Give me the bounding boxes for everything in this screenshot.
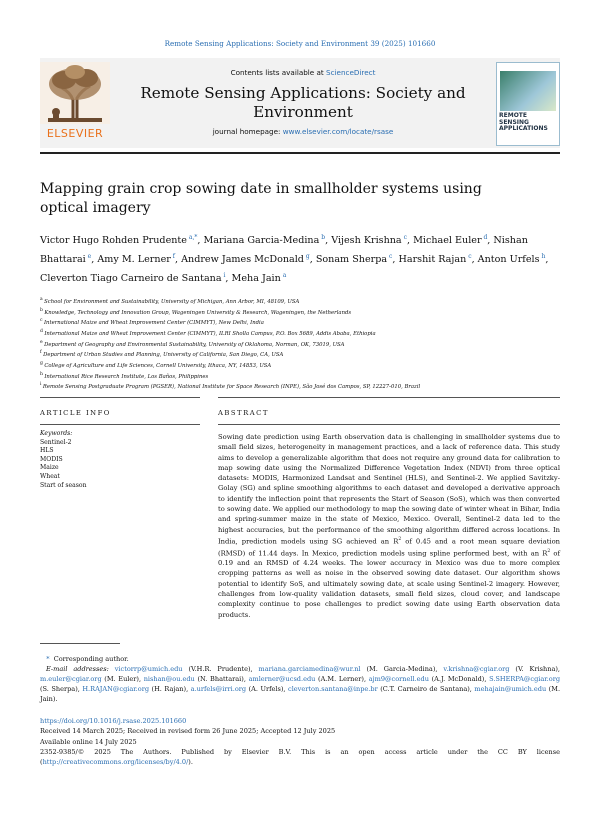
keywords-block [40, 430, 200, 490]
email-label: E-mail addresses: [46, 665, 109, 674]
author-affiliation-marker[interactable]: b [319, 234, 326, 241]
affiliation-marker: i [40, 382, 43, 388]
affiliation-marker: e [40, 339, 45, 345]
corresponding-footnote [40, 654, 560, 704]
email-owner: (C.T. Carneiro de Santana), [377, 685, 475, 694]
email-owner: (M. Euler), [101, 675, 144, 684]
cover-image [500, 71, 556, 111]
affiliation-text: International Maize and Wheat Improvement Center (CIMMYT), New Delhi, India [43, 320, 264, 327]
email-link[interactable]: a.urfels@irri.org [190, 685, 247, 694]
divider [218, 424, 560, 425]
keyword: HLS [40, 447, 54, 455]
email-owner: (A. Urfels), [246, 685, 289, 694]
keyword: Start of season [40, 481, 87, 489]
keywords-label: Keywords: [40, 430, 73, 437]
doi-link[interactable]: https://doi.org/10.1016/j.rsase.2025.101660 [40, 717, 187, 725]
author-name[interactable]: Amy M. Lerner [97, 253, 171, 265]
affiliation-marker: h [40, 371, 45, 377]
affiliation-item [40, 317, 560, 328]
email-link[interactable]: m.euler@cgiar.org [40, 675, 102, 684]
email-link[interactable]: cleverton.santana@inpe.br [288, 685, 378, 694]
affiliation-text: Knowledge, Technology and Innovation Group, Wageningen University & Research, Wageningen, the Netherlands [44, 309, 352, 316]
author-list: Victor Hugo Rohden Prudente $^{a,*}$, Mariana Garcia-Medina $^b$, Vijesh Krishna $^c$, Michael Euler $^d$, Nishan Bhattarai $^e$, Amy M. Lerner $^f$, Andrew James McDonald $^g$, Sonam Sherpa $^c$, Harshit Rajan $^c$, Anton Urfels $^h$, Cleverton Tiago Carneiro de Santana $^i$, Meha Jain $^a$ [40, 234, 549, 284]
abstract-text [218, 432, 560, 620]
email-addresses [40, 664, 560, 704]
license-link[interactable]: http://creativecommons.org/licenses/by/4.0/ [42, 758, 189, 767]
author-name[interactable]: Nishan Bhattarai [40, 235, 528, 265]
author-name[interactable]: Harshit Rajan [398, 253, 467, 265]
email-owner: (M. Jain). [40, 685, 561, 704]
email-owner: (S. Sherpa), [40, 685, 83, 694]
author-name[interactable]: Mariana Garcia-Medina [203, 235, 320, 247]
abstract-heading: ABSTRACT [218, 409, 269, 417]
affiliation-item [40, 381, 560, 392]
affiliation-marker: f [40, 350, 44, 356]
affiliation-text: Department of Geography and Environmental Sustainability, University of Oklahoma, Norman, OK, 73019, USA [44, 341, 345, 348]
affiliation-text: Department of Urban Studies and Planning, University of California, San Diego, CA, USA [43, 352, 284, 359]
homepage-link[interactable]: www.elsevier.com/locate/rsase [282, 127, 394, 136]
author-affiliation-marker[interactable]: h [539, 252, 546, 260]
corresponding-label: Corresponding author. [53, 655, 129, 663]
email-owner: (A.J. McDonald), [428, 675, 490, 684]
affiliation-text: Remote Sensing Postgraduate Program (PGSER), National Institute for Space Research (INPE), São José dos Campos, SP, 12227-010, Brazil [42, 384, 421, 391]
author-name[interactable]: Vijesh Krishna [331, 235, 402, 247]
email-link[interactable]: amlerner@ucsd.edu [248, 675, 316, 684]
affiliation-item [40, 360, 560, 371]
affiliation-item [40, 349, 560, 360]
email-link[interactable]: mehajain@umich.edu [474, 685, 547, 694]
author-name[interactable]: Meha Jain [231, 272, 281, 284]
affiliation-marker: b [40, 307, 45, 313]
abstract-part: of 0.19 and an RMSD of 4.24 weeks. The lower accuracy in Mexico was due to more complex cropping patterns as well as noise in the observed sowing date dataset. Our algorithm shows potential to identify SoS, and ultimately sowing date, at scale using Sentinel-2 imagery. However, challenges from low-quality validation datasets, small field sizes, cloud cover, and landscape complexity continue to pose challenges to predict sowing date using Earth observation data products. [218, 548, 560, 619]
superscript: 2 [547, 548, 551, 554]
affiliation-text: International Maize and Wheat Improvement Center (CIMMYT), ILRI Sholla Campus, P.O. Box 5689, Addis Ababa, Ethiopia [44, 330, 376, 337]
affiliation-marker: a [40, 297, 45, 302]
affiliation-list [40, 296, 560, 392]
publication-meta [40, 716, 560, 767]
license-suffix: ). [188, 758, 193, 767]
author-affiliation-marker[interactable]: e [85, 252, 92, 260]
keyword: MODIS [40, 455, 63, 463]
available-online: Available online 14 July 2025 [40, 737, 137, 746]
email-owner: (H. Rajan), [149, 685, 191, 694]
affiliation-text: International Rice Research Institute, Los Baños, Philippines [44, 373, 209, 380]
divider [40, 397, 200, 398]
affiliation-item [40, 296, 560, 307]
contents-prefix: Contents lists available at [230, 68, 327, 77]
email-owner: (A.M. Lerner), [315, 675, 369, 684]
divider [40, 424, 200, 425]
homepage-prefix: journal homepage: [212, 127, 283, 136]
article-title: Mapping grain crop sowing date in smallholder systems using optical imagery [40, 181, 482, 216]
author-name[interactable]: Andrew James McDonald [181, 253, 304, 265]
article-info-heading: ARTICLE INFO [40, 409, 111, 417]
journal-title: Remote Sensing Applications: Society and Environment [140, 84, 466, 121]
affiliation-text: College of Agriculture and Life Sciences, Cornell University, Ithaca, NY, 14853, USA [44, 362, 272, 369]
running-header[interactable]: Remote Sensing Applications: Society and Environment 39 (2025) 101660 [164, 39, 436, 48]
author-affiliation-marker[interactable]: c [401, 234, 407, 241]
header-rule [40, 152, 560, 154]
email-link[interactable]: victorrp@umich.edu [114, 665, 183, 674]
affiliation-marker: d [40, 329, 45, 335]
email-link[interactable]: mariana.garciamedina@wur.nl [258, 665, 361, 674]
license-line: 2352-9385/© 2025 The Authors. Published by Elsevier B.V. This is an open access article under the CC BY license [40, 747, 560, 756]
affiliation-item [40, 328, 560, 339]
author-affiliation-marker[interactable]: d [481, 234, 488, 241]
author-name[interactable]: Michael Euler [413, 235, 482, 247]
author-name[interactable]: Cleverton Tiago Carneiro de Santana [40, 272, 222, 284]
footnote-rule [40, 643, 120, 644]
email-link[interactable]: nishan@ou.edu [143, 675, 195, 684]
email-link[interactable]: v.krishna@cgiar.org [443, 665, 510, 674]
abstract-part: of 0.45 and a root mean square deviation (RMSD) of 11.44 days. In Mexico, prediction models using spline performed best, with an R [218, 537, 561, 557]
author-affiliation-marker[interactable]: f [170, 252, 175, 260]
author-affiliation-marker[interactable]: c [466, 252, 472, 260]
email-owner: (M. Garcia-Medina), [360, 665, 444, 674]
contents-line [110, 68, 496, 77]
email-owner: (V.H.R. Prudente), [182, 665, 259, 674]
email-link[interactable]: S.SHERPA@cgiar.org [489, 675, 561, 684]
affiliation-marker: c [40, 318, 44, 324]
homepage-line [110, 127, 496, 136]
author-affiliation-marker[interactable]: i [221, 271, 226, 279]
abstract-part: Sowing date prediction using Earth observation data is challenging in smallholder systems due to small field sizes, heterogeneity in management practices, and a lack of reference data. This study aims to develop a generalizable algorithm that does not require any ground data for calibration to map sowing date using the Normalized Difference Vegetation Index (NDVI) from three optical datasets: MODIS, Harmonized Landsat and Sentinel (HLS), and Sentinel-2. We applied Savitzky-Golay (SG) and spline smoothing algorithms to each dataset and developed a derivative approach to identify the inflection point that represents the Start of Season (SoS), which was then converted to sowing date. We applied our methodology to map the sowing date of winter wheat in Bihar, India and spring-summer maize in the state of Mexico, Mexico. Overall, Sentinel-2 data led to the highest accuracies, but the performance of the smoothing algorithm differed across locations. In India, prediction models using SG achieved an R [218, 433, 560, 546]
affiliation-text: School for Environment and Sustainability, University of Michigan, Ann Arbor, MI, 48109, USA [44, 298, 300, 305]
received-dates: Received 14 March 2025; Received in revised form 26 June 2025; Accepted 12 July 2025 [40, 727, 336, 736]
footnote-star: * [40, 655, 54, 663]
license-line-2: (http://creativecommons.org/licenses/by/4.0/). [40, 758, 193, 767]
author-affiliation-marker[interactable]: c [387, 252, 393, 260]
sciencedirect-link[interactable]: ScienceDirect [326, 68, 376, 77]
keyword: Sentinel-2 [40, 438, 72, 446]
affiliation-item [40, 307, 560, 318]
keywords-list [40, 439, 200, 491]
author-name[interactable]: Sonam Sherpa [315, 253, 388, 265]
cover-title: REMOTE SENSING APPLICATIONS [499, 112, 548, 133]
email-link[interactable]: ajm9@cornell.edu [368, 675, 429, 684]
affiliation-item [40, 339, 560, 350]
keyword: Wheat [40, 472, 60, 480]
author-name[interactable]: Victor Hugo Rohden Prudente [40, 235, 187, 247]
email-owner: (V. Krishna), [509, 665, 560, 674]
superscript: 2 [398, 536, 402, 542]
author-affiliation-marker[interactable]: a [280, 271, 287, 279]
email-link[interactable]: H.RAJAN@cgiar.org [82, 685, 150, 694]
affiliation-marker: g [40, 361, 45, 367]
author-affiliation-marker[interactable]: a,* [186, 234, 198, 241]
elsevier-wordmark: ELSEVIER [46, 127, 104, 140]
email-owner: (N. Bhattarai), [194, 675, 249, 684]
affiliation-item [40, 371, 560, 382]
journal-cover-thumbnail[interactable] [496, 62, 560, 146]
author-name[interactable]: Anton Urfels [477, 253, 540, 265]
keyword: Maize [40, 464, 59, 472]
divider [218, 397, 560, 398]
author-affiliation-marker[interactable]: g [303, 252, 310, 260]
